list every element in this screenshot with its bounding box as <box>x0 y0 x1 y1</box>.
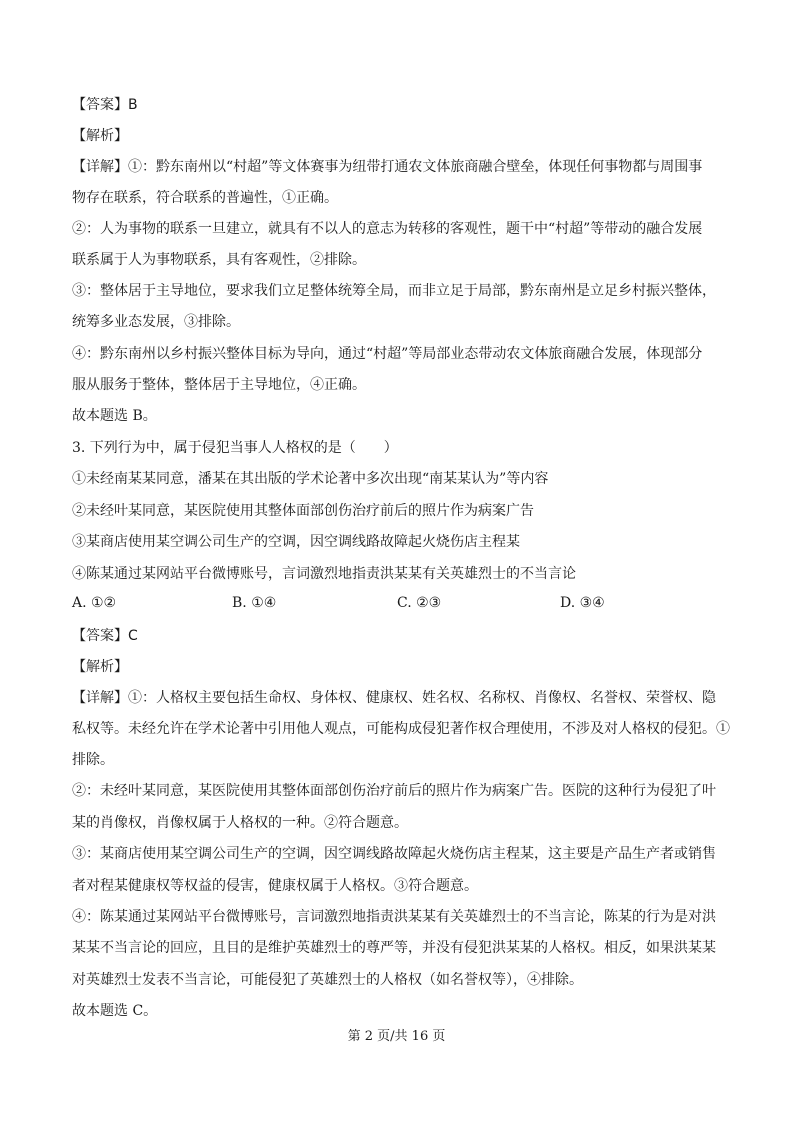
q3-analysis-line: ②：未经叶某同意，某医院使用其整体面部创伤治疗前后的照片作为病案广告。医院的这种行为侵犯了叶 <box>72 783 716 799</box>
q3-analysis-line: 【详解】①：人格权主要包括生命权、身体权、健康权、姓名权、名称权、肖像权、名誉权、荣誉权、隐 <box>72 690 716 706</box>
q3-conclusion: 故本题选 C。 <box>72 1003 158 1019</box>
q3-analysis-heading: 【解析】 <box>72 659 128 675</box>
q2-analysis-line: 服从服务于整体，整体居于主导地位，④正确。 <box>72 377 366 393</box>
page-footer: 第 2 页/共 16 页 <box>347 1029 446 1044</box>
q2-conclusion: 故本题选 B。 <box>72 408 157 424</box>
option-c: C. ②③ <box>397 595 442 611</box>
q3-analysis-line: 某的肖像权，肖像权属于人格权的一种。②符合题意。 <box>72 815 408 831</box>
q3-options <box>72 595 732 615</box>
q2-analysis-line: ②：人为事物的联系一旦建立，就具有不以人的意志为转移的客观性，题干中“村超”等带动的融合发展 <box>72 221 703 237</box>
q3-answer: 【答案】C <box>72 628 138 644</box>
q3-analysis-line: ③：某商店使用某空调公司生产的空调，因空调线路故障起火烧伤店主程某，这主要是产品生产者或销售 <box>72 846 716 862</box>
q2-analysis-line: 物存在联系，符合联系的普遍性，①正确。 <box>72 190 338 206</box>
q3-stem: 3. 下列行为中，属于侵犯当事人人格权的是（ ） <box>72 440 398 456</box>
option-a: A. ①② <box>72 595 117 611</box>
q2-analysis-line: 联系属于人为事物联系，具有客观性，②排除。 <box>72 252 366 268</box>
q2-analysis-line: ④：黔东南州以乡村振兴整体目标为导向，通过“村超”等局部业态带动农文体旅商融合发展，体现部分 <box>72 346 703 362</box>
q3-item: ③某商店使用某空调公司生产的空调，因空调线路故障起火烧伤店主程某 <box>72 534 520 550</box>
q2-analysis-heading: 【解析】 <box>72 128 128 144</box>
q2-analysis-line: 统筹多业态发展，③排除。 <box>72 314 240 330</box>
q2-answer: 【答案】B <box>72 97 138 113</box>
q3-analysis-line: 者对程某健康权等权益的侵害，健康权属于人格权。③符合题意。 <box>72 878 478 894</box>
q3-item: ①未经南某某同意，潘某在其出版的学术论著中多次出现“南某某认为”等内容 <box>72 471 549 487</box>
q3-analysis-line: 对英雄烈士发表不当言论，可能侵犯了英雄烈士的人格权（如名誉权等），④排除。 <box>72 972 583 988</box>
q2-analysis-line: ③：整体居于主导地位，要求我们立足整体统筹全局，而非立足于局部，黔东南州是立足乡村振兴整体， <box>72 283 716 299</box>
q3-analysis-line: 私权等。未经允许在学术论著中引用他人观点，可能构成侵犯著作权合理使用，不涉及对人格权的侵犯。① <box>72 721 730 737</box>
option-d: D. ③④ <box>560 595 605 611</box>
option-b: B. ①④ <box>232 595 277 611</box>
q3-item: ④陈某通过某网站平台微博账号，言词激烈地指责洪某某有关英雄烈士的不当言论 <box>72 566 576 582</box>
q2-analysis-line: 【详解】①：黔东南州以“村超”等文体赛事为纽带打通农文体旅商融合壁垒，体现任何事物都与周围事 <box>72 159 703 175</box>
q3-item: ②未经叶某同意，某医院使用其整体面部创伤治疗前后的照片作为病案广告 <box>72 503 534 519</box>
q3-analysis-line: ④：陈某通过某网站平台微博账号，言词激烈地指责洪某某有关英雄烈士的不当言论，陈某的行为是对洪 <box>72 909 716 925</box>
q3-analysis-line: 某某不当言论的回应，且目的是维护英雄烈士的尊严等，并没有侵犯洪某某的人格权。相反，如果洪某某 <box>72 940 716 956</box>
q3-analysis-line: 排除。 <box>72 752 114 768</box>
